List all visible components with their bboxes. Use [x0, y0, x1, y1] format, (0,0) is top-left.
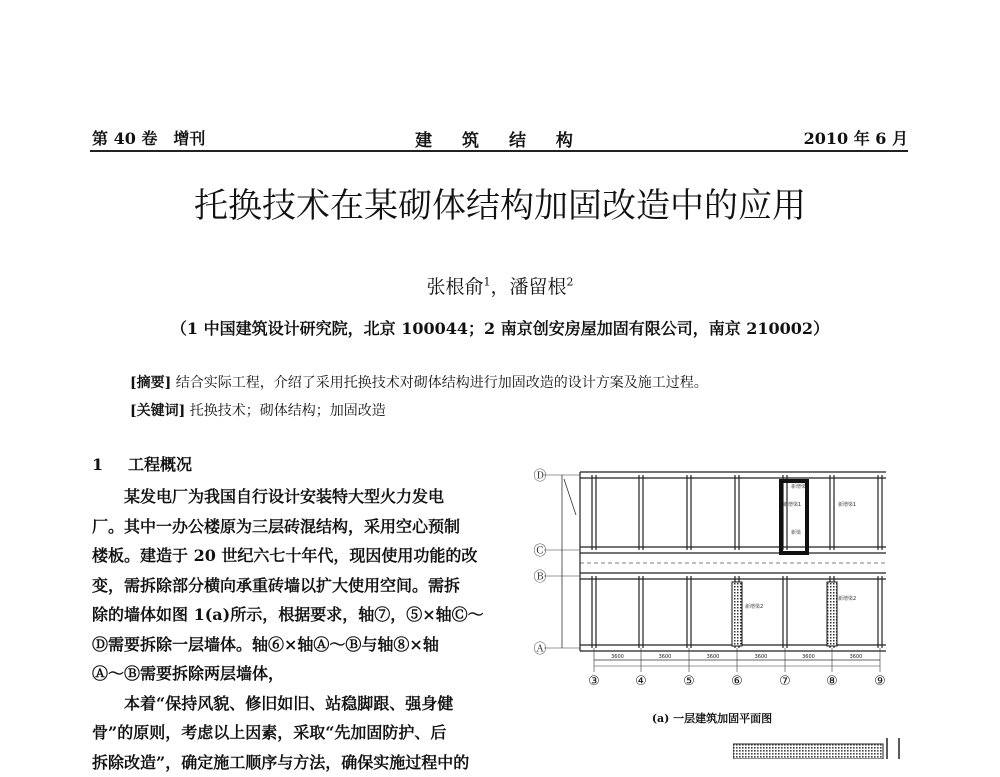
new-frame [781, 481, 807, 553]
col-axis-label: ③ [588, 674, 600, 689]
col-axis-label: ④ [635, 674, 647, 689]
body-paragraph [92, 689, 488, 777]
paper-title: 托换技术在某砌体结构加固改造中的应用 [0, 178, 1000, 227]
keywords-text: 托换技术；砌体结构；加固改造 [190, 403, 386, 419]
body-text [92, 482, 488, 777]
body-line: 变，需拆除部分横向承重砖墙以扩大使用空间。需拆 [92, 576, 460, 595]
dimension-line [564, 479, 576, 515]
author-affil-mark: 2 [567, 276, 574, 289]
affiliation: （1 中国建筑设计研究院，北京 100044；2 南京创安房屋加固有限公司，南京 210002） [0, 316, 1000, 339]
body-line: 某发电厂为我国自行设计安装特大型火力发电 [124, 487, 444, 506]
abstract-text: 结合实际工程，介绍了采用托换技术对砌体结构进行加固改造的设计方案及施工过程。 [176, 375, 708, 391]
section-number: 1 [92, 455, 128, 474]
dimension-label: 3600 [850, 654, 863, 660]
body-paragraph [92, 482, 488, 689]
figure-caption: (a) 一层建筑加固平面图 [524, 710, 900, 726]
author-list [0, 272, 1000, 299]
beam-label: 新增梁2 [838, 595, 856, 602]
journal-name: 建 筑 结 构 [0, 126, 1000, 151]
dimension-label: 3600 [802, 654, 815, 660]
beam-label: 新增梁 [791, 483, 807, 490]
beam-label: 新梁 [791, 529, 802, 536]
section-title: 工程概况 [128, 455, 192, 474]
beam-label: 新增梁1 [838, 501, 856, 508]
abstract-label: [摘要] [130, 375, 171, 391]
author-name: 潘留根 [510, 276, 567, 298]
new-beam [732, 582, 742, 646]
col-axis-label: ⑤ [683, 674, 695, 689]
journal-date: 2010 年 6 月 [804, 126, 908, 149]
dimension-label: 3600 [611, 654, 624, 660]
beam-label: 新增梁1 [783, 501, 801, 508]
body-line: 楼板。建造于 20 世纪六七十年代，现因使用功能的改 [92, 546, 477, 565]
new-beam [827, 582, 837, 646]
abstract [130, 372, 708, 392]
author-separator: ， [490, 276, 509, 298]
body-line: 骨”的原则，考虑以上因素，采取“先加固防护、后 [92, 723, 446, 742]
col-axis-label: ⑥ [731, 674, 743, 689]
floor-plan-figure [524, 460, 900, 690]
body-line: 厂。其中一办公楼原为三层砖混结构，采用空心预制 [92, 517, 460, 536]
keywords-label: [关键词] [130, 403, 185, 419]
author-name: 张根俞 [426, 276, 483, 298]
header-rule [90, 150, 908, 152]
author-affil-mark: 1 [483, 276, 490, 289]
row-axis-label: Ⓑ [533, 570, 546, 585]
next-figure-fragment [733, 738, 901, 759]
body-line: 本着“保持风貌、修旧如旧、站稳脚跟、强身健 [124, 694, 453, 713]
body-line: Ⓐ～Ⓑ需要拆除两层墙体， [92, 664, 284, 683]
body-line: 拆除改造”，确定施工顺序与方法，确保实施过程中的 [92, 753, 469, 772]
col-axis-label: ⑦ [779, 674, 791, 689]
journal-volume: 第 40 卷 增刊 [92, 126, 205, 149]
beam-label: 新增梁2 [745, 603, 763, 610]
col-axis-label: ⑨ [874, 674, 886, 689]
dimension-label: 3600 [707, 654, 720, 660]
col-axis-label: ⑧ [826, 674, 838, 689]
row-axis-label: Ⓒ [533, 544, 546, 559]
dimension-label: 3600 [659, 654, 672, 660]
row-axis-label: Ⓓ [533, 469, 546, 484]
row-axis-label: Ⓐ [533, 642, 546, 657]
dimension-label: 3600 [755, 654, 768, 660]
body-line: 除的墙体如图 1(a)所示，根据要求，轴⑦，⑤×轴Ⓒ～ [92, 605, 484, 624]
body-line: Ⓓ需要拆除一层墙体。轴⑥×轴Ⓐ～Ⓑ与轴⑧×轴 [92, 635, 439, 654]
section-heading [92, 452, 192, 475]
keywords [130, 400, 386, 420]
